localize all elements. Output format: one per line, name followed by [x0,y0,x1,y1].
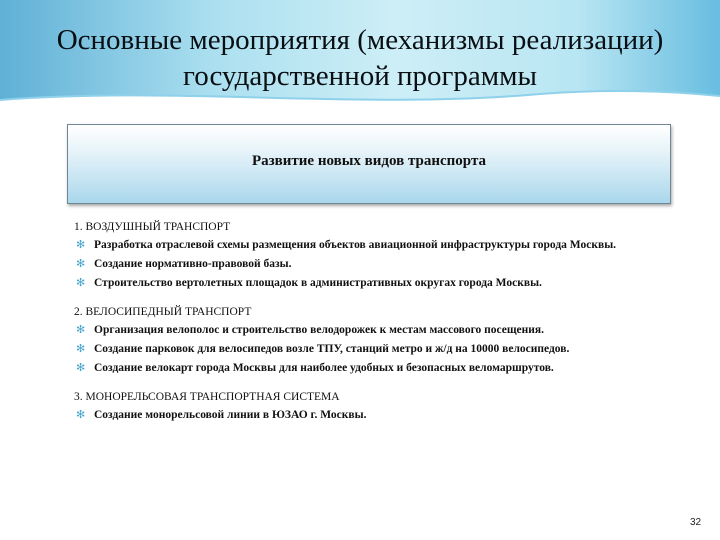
asterisk-bullet-icon: ✻ [76,258,86,270]
bullet-list [74,323,684,375]
asterisk-bullet-icon: ✻ [76,343,86,355]
section-air [74,220,684,290]
list-item [74,238,684,252]
slide-title [0,22,720,94]
bullet-list [74,238,684,290]
list-item [74,342,684,356]
item-text: Создание велокарт города Москвы для наиболее удобных и безопасных веломаршрутов. [94,362,554,374]
title-line-1: Основные мероприятия (механизмы реализации) [56,24,664,56]
section-heading: 3. МОНОРЕЛЬСОВАЯ ТРАНСПОРТНАЯ СИСТЕМА [74,391,340,403]
item-text: Строительство вертолетных площадок в административных округах города Москвы. [94,277,542,289]
list-item [74,323,684,337]
item-text: Организация велополос и строительство велодорожек к местам массового посещения. [94,324,545,336]
list-item [74,276,684,290]
section-monorail [74,390,684,422]
title-line-2: государственной программы [183,60,537,92]
title-banner [0,0,720,112]
section-heading: 1. ВОЗДУШНЫЙ ТРАНСПОРТ [74,221,231,233]
item-text: Разработка отраслевой схемы размещения объектов авиационной инфраструктуры города Москвы. [94,239,617,251]
asterisk-bullet-icon: ✻ [76,239,86,251]
asterisk-bullet-icon: ✻ [76,409,86,421]
section-heading: 2. ВЕЛОСИПЕДНЫЙ ТРАНСПОРТ [74,306,252,318]
content-area [74,220,684,427]
item-text: Создание парковок для велосипедов возле ТПУ, станций метро и ж/д на 10000 велосипедов. [94,343,570,355]
topic-panel [67,124,671,204]
asterisk-bullet-icon: ✻ [76,362,86,374]
item-text: Создание нормативно-правовой базы. [94,258,292,270]
asterisk-bullet-icon: ✻ [76,277,86,289]
list-item [74,257,684,271]
asterisk-bullet-icon: ✻ [76,324,86,336]
panel-title: Развитие новых видов транспорта [251,153,487,169]
item-text: Создание монорельсовой линии в ЮЗАО г. Москвы. [94,409,367,421]
list-item [74,361,684,375]
page-number: 32 [690,517,702,528]
list-item [74,408,684,422]
bullet-list [74,408,684,422]
section-bicycle [74,305,684,375]
